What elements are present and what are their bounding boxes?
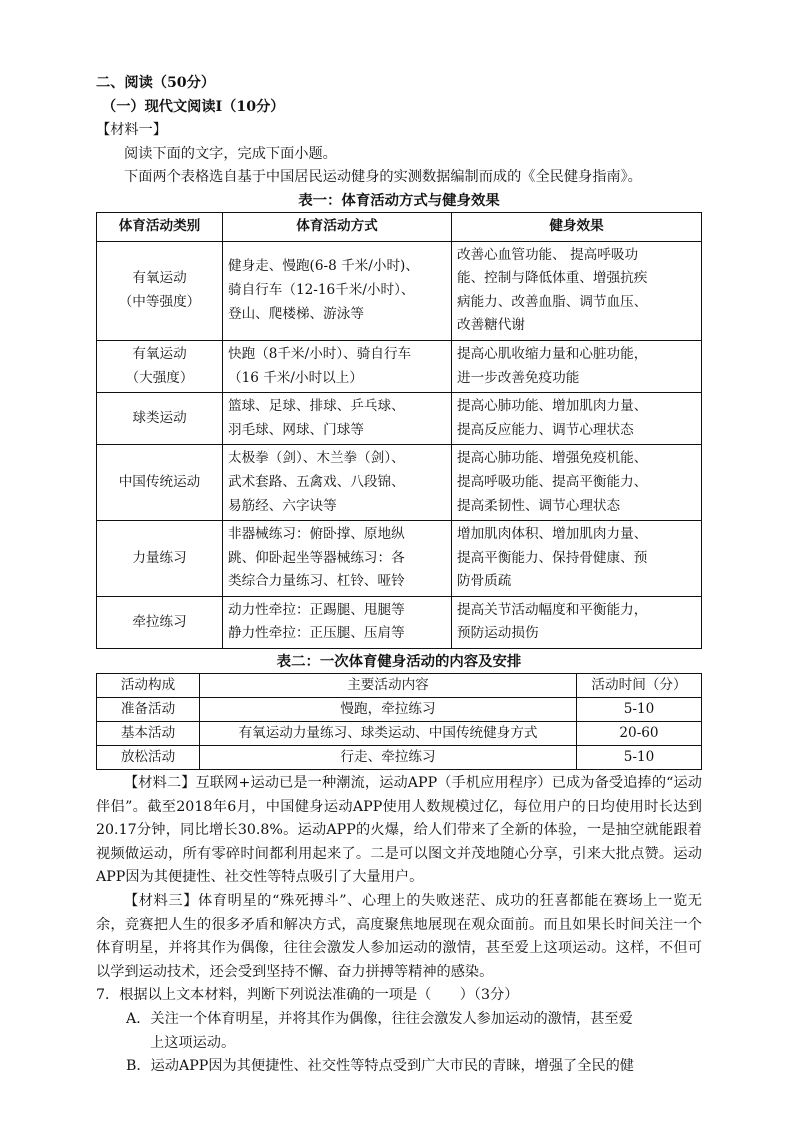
cell-line: （中等强度） [118,293,201,310]
table1-caption: 表一：体育活动方式与健身效果 [298,191,500,209]
option-b: B．运动APP因为其便捷性、社交性等特点受到广大市民的青睐，增强了全民的健 [126,1058,634,1075]
cell-line: 跳、仰卧起坐等器械练习：各 [228,549,405,566]
table-cell-cat [97,445,223,521]
table-cell-way [223,340,452,392]
cell-line: 进一步改善免疫功能 [457,369,580,386]
table-header: 主要活动内容 [200,674,577,698]
instruction: 阅读下面的文字，完成下面小题。 [124,145,337,162]
table-cell-effect [452,596,702,648]
section-title: 二、阅读（50分） [96,75,216,91]
cell-line: 提高心肺功能、增加肌肉力量、 [457,398,648,415]
table-cell-cat [97,241,223,340]
cell-line: 羽毛球、网球、门球等 [228,421,364,438]
cell-line: 改善糖代谢 [457,317,525,334]
cell-line: 快跑（8千米/小时）、骑自行车 [228,345,412,362]
cell-line: 提高呼吸功能、提高平衡能力、 [457,473,648,490]
cell-line: 中国传统运动 [118,473,201,490]
cell-line: 提高平衡能力、保持骨健康、预 [457,549,648,566]
table-row [97,698,702,722]
table-cell-effect [452,393,702,445]
cell-line: 静力性牵拉：正压腿、压肩等 [228,625,405,642]
option-a: A．关注一个体育明星，并将其作为偶像，往往会激发人参加运动的激情，甚至爱 [126,1011,633,1027]
table-header: 健身效果 [452,212,702,241]
cell-line: 武术套路、五禽戏、八段锦、 [228,473,405,490]
cell-line: 动力性牵拉：正踢腿、甩腿等 [228,601,405,618]
table-cell-effect [452,445,702,521]
table-row [97,722,702,746]
table-cell: 5-10 [577,698,702,722]
table-cell: 有氧运动力量练习、球类运动、中国传统健身方式 [200,722,577,746]
table-row [97,241,702,340]
table-cell-cat [97,340,223,392]
table-cell: 行走、牵拉练习 [200,746,577,770]
cell-line: 有氧运动 [132,345,187,362]
table-cell-way [223,241,452,340]
table-cell-way [223,445,452,521]
section-subtitle: （一）现代文阅读Ⅰ（10分） [102,98,285,115]
cell-line: 增加肌肉体积、增加肌肉力量、 [457,526,648,543]
table-cell-way [223,596,452,648]
table-cell-cat [97,596,223,648]
table-header: 体育活动类别 [97,212,223,241]
option-a-cont: 上这项运动。 [150,1034,236,1051]
table-row [97,521,702,597]
table-cell: 准备活动 [97,698,200,722]
cell-line: 提高心肺功能、增强免疫机能、 [457,450,648,467]
table-row [97,340,702,392]
table1 [96,212,702,649]
cell-line: 骑自行车（12-16千米/小时）、 [228,281,415,298]
material2-paragraph: 【材料二】互联网+运动已是一种潮流，运动APP（手机应用程序）已成为备受追捧的“运动伴侣”。截至2018年6月，中国健身运动APP使用人数规模过亿，每位用户的日均使用时长达到20.17分钟，同比增长30.8%。运动APP的火爆，给人们带来了全新的体验，一是抽空就能跟着视频做运动，所有零碎时间都利用起来了。二是可以图文并茂地随心分享，引来大批点赞。运动APP因为其便捷性、社交性等特点吸引了大量用户。 [96,775,702,886]
cell-line: 牵拉练习 [132,613,187,630]
table-header: 活动构成 [97,674,200,698]
table2-caption: 表二：一次体育健身活动的内容及安排 [276,653,522,671]
cell-line: 预防运动损伤 [457,625,539,642]
material1-label: 【材料一】 [96,122,167,139]
table-row [97,746,702,770]
cell-line: 太极拳（剑）、木兰拳（剑）、 [228,450,405,467]
cell-line: 提高关节活动幅度和平衡能力， [457,601,648,618]
table-cell: 20-60 [577,722,702,746]
table-cell-effect [452,521,702,597]
table-header: 体育活动方式 [223,212,452,241]
table-header-row [97,674,702,698]
table-cell: 基本活动 [97,722,200,746]
cell-line: 篮球、足球、排球、乒乓球、 [228,398,405,415]
page [96,72,702,1079]
material3-paragraph: 【材料三】体育明星的“殊死搏斗”、心理上的失败迷茫、成功的狂喜都能在赛场上一览无余，竞赛把人生的很多矛盾和解决方式，高度聚焦地展现在观众面前。而且如果长时间关注一个体育明星，并将其作为偶像，往往会激发人参加运动的激情，甚至爱上这项运动。这样，不但可以学到运动技术，还会受到坚持不懈、奋力拼搏等精神的感染。 [96,893,702,980]
cell-line: 登山、爬楼梯、游泳等 [228,305,364,322]
question-stem: 7．根据以上文本材料，判断下列说法准确的一项是（ ）（3分） [96,987,519,1004]
table-cell: 慢跑，牵拉练习 [200,698,577,722]
cell-line: 提高反应能力、调节心理状态 [457,421,634,438]
cell-line: 球类运动 [132,409,187,426]
cell-line: 能、控制与降低体重、增强抗疾 [457,270,648,287]
cell-line: 改善心血管功能、 提高呼吸功 [457,246,639,263]
table-cell: 放松活动 [97,746,200,770]
table2 [96,673,702,770]
table-cell-way [223,521,452,597]
cell-line: 有氧运动 [132,270,187,287]
cell-line: 力量练习 [132,549,187,566]
cell-line: 提高心肌收缩力量和心脏功能， [457,345,648,362]
cell-line: 类综合力量练习、杠铃、哑铃 [228,573,405,590]
cell-line: 健身走、慢跑(6-8 千米/小时)、 [228,258,419,275]
cell-line: 病能力、改善血脂、调节血压、 [457,293,648,310]
cell-line: 防骨质疏 [457,573,512,590]
intro: 下面两个表格选自基于中国居民运动健身的实测数据编制而成的《全民健身指南》。 [124,169,642,186]
cell-line: 非器械练习：俯卧撑、原地纵 [228,526,405,543]
table-row [97,393,702,445]
table-row [97,445,702,521]
table-cell-effect [452,241,702,340]
table-cell-cat [97,393,223,445]
cell-line: 提高柔韧性、调节心理状态 [457,497,621,514]
table-row [97,596,702,648]
table-header-row [97,212,702,241]
cell-line: （16 千米/小时以上） [228,369,363,386]
cell-line: （大强度） [125,369,194,386]
table-cell-effect [452,340,702,392]
table-cell-way [223,393,452,445]
cell-line: 易筋经、六字诀等 [228,497,337,514]
table-header: 活动时间（分） [577,674,702,698]
table-cell: 5-10 [577,746,702,770]
table-cell-cat [97,521,223,597]
